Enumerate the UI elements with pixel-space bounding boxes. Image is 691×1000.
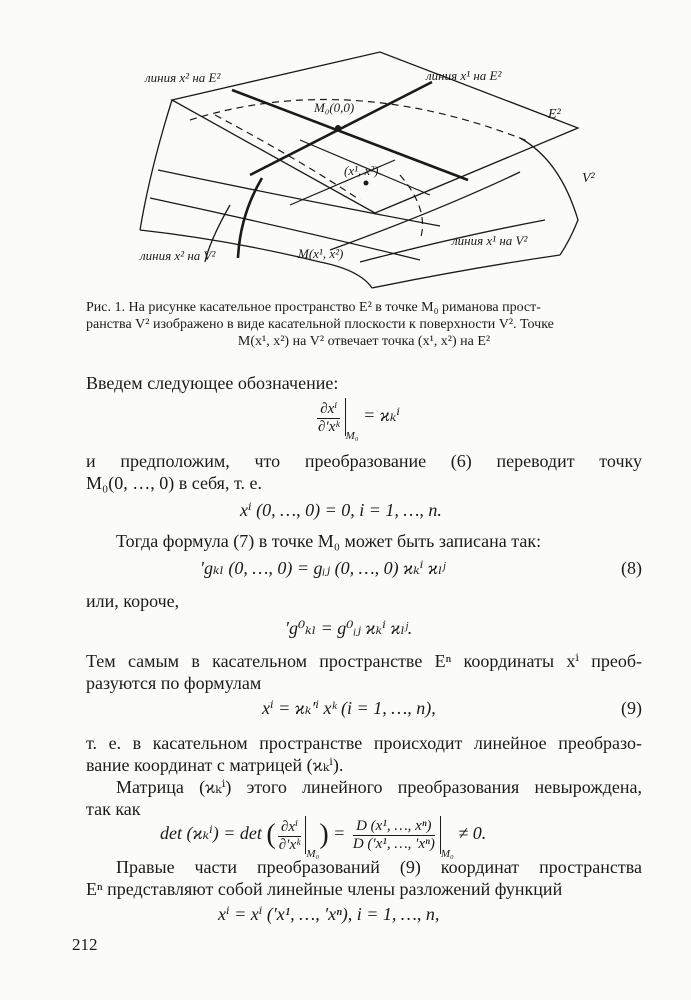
paragraph: вание координат с матрицей (ϰₖⁱ). — [86, 755, 344, 775]
point-tangent — [364, 181, 369, 186]
line-x1-E2 — [250, 82, 432, 175]
label-line-x1-E2: линия x¹ на E² — [426, 68, 502, 83]
label-V2: V² — [582, 171, 595, 186]
label-line-x2-E2: линия x² на E² — [145, 70, 221, 85]
paragraph: Тем самым в касательном пространстве Eⁿ координаты xⁱ преоб- — [86, 651, 642, 671]
equation-number: (8) — [621, 558, 642, 578]
paragraph: или, короче, — [86, 591, 180, 611]
caption-line: ранства V² изображено в виде касательной плоскости к поверхности V². Точке — [86, 317, 554, 332]
caption-line: M(x¹, x²) на V² отвечает точка (x¹, x²) на E² — [237, 334, 491, 349]
tangent-plane-figure — [0, 0, 691, 290]
label-E2: E² — [548, 107, 561, 122]
label-point-surface: M(x¹, x²) — [298, 246, 344, 261]
page-number: 212 — [72, 935, 98, 954]
caption-line: Рис. 1. На рисунке касательное пространство E² в точке M₀ риманова прост- — [86, 300, 541, 315]
paragraph: Матрица (ϰₖⁱ) этого линейного преобразования невырождена, — [116, 777, 642, 797]
tangent-plane-E2 — [172, 52, 578, 213]
paragraph: M₀(0, …, 0) в себя, т. е. — [86, 473, 262, 493]
paragraph: Тогда формула (7) в точке M₀ может быть записана так: — [116, 531, 542, 551]
surface-V2 — [140, 100, 172, 230]
equation-number: (9) — [621, 698, 642, 718]
label-line-x1-V2: линия x¹ на V² — [452, 233, 528, 248]
formula-functions: xⁱ = xⁱ (′x¹, …, ′xⁿ), i = 1, …, n, — [218, 904, 440, 924]
point-M0 — [335, 125, 341, 131]
formula-9: xⁱ = ϰₖ′ⁱ xᵏ (i = 1, …, n), — [262, 698, 436, 718]
formula-origin: xⁱ (0, …, 0) = 0, i = 1, …, n. — [240, 500, 442, 520]
paragraph: Eⁿ представляют собой линейные члены разложений функций — [86, 879, 563, 899]
paragraph: т. е. в касательном пространстве происходит линейное преобразо- — [86, 733, 642, 753]
figure-caption — [86, 299, 642, 350]
paragraph: разуются по формулам — [86, 673, 262, 693]
formula-kappa-def: $\frac{\text{∂xⁱ}}{\text{∂′xᵏ}}$ $_{M_0}$ = ϰₖⁱ — [315, 398, 400, 442]
label-point-tangent: (x¹, x²) — [344, 163, 379, 178]
formula-short: ′g⁰ₖₗ = g⁰ᵢⱼ ϰₖⁱ ϰₗʲ. — [285, 618, 413, 638]
paragraph: и предположим, что преобразование (6) переводит точку — [86, 451, 642, 471]
paragraph: так как — [86, 799, 141, 819]
paragraph: Правые части преобразований (9) координат пространства — [116, 857, 642, 877]
formula-det: det (ϰₖⁱ) = det ( $\frac{\text{∂xⁱ}}{\text{∂′xᵏ}}$ $_{M_0}$) = $\frac{\text{D (x¹, …, xⁿ)}}{\text{D (′x¹, …, ′xⁿ)}}$ $_{M_0}$ ≠ 0. — [160, 817, 487, 861]
label-M0: M₀(0,0) — [314, 100, 355, 115]
formula-8: ′gₖₗ (0, …, 0) = gᵢⱼ (0, …, 0) ϰₖⁱ ϰₗʲ — [200, 558, 446, 578]
label-line-x2-V2: линия x² на V² — [140, 248, 216, 263]
paragraph: Введем следующее обозначение: — [86, 373, 339, 393]
